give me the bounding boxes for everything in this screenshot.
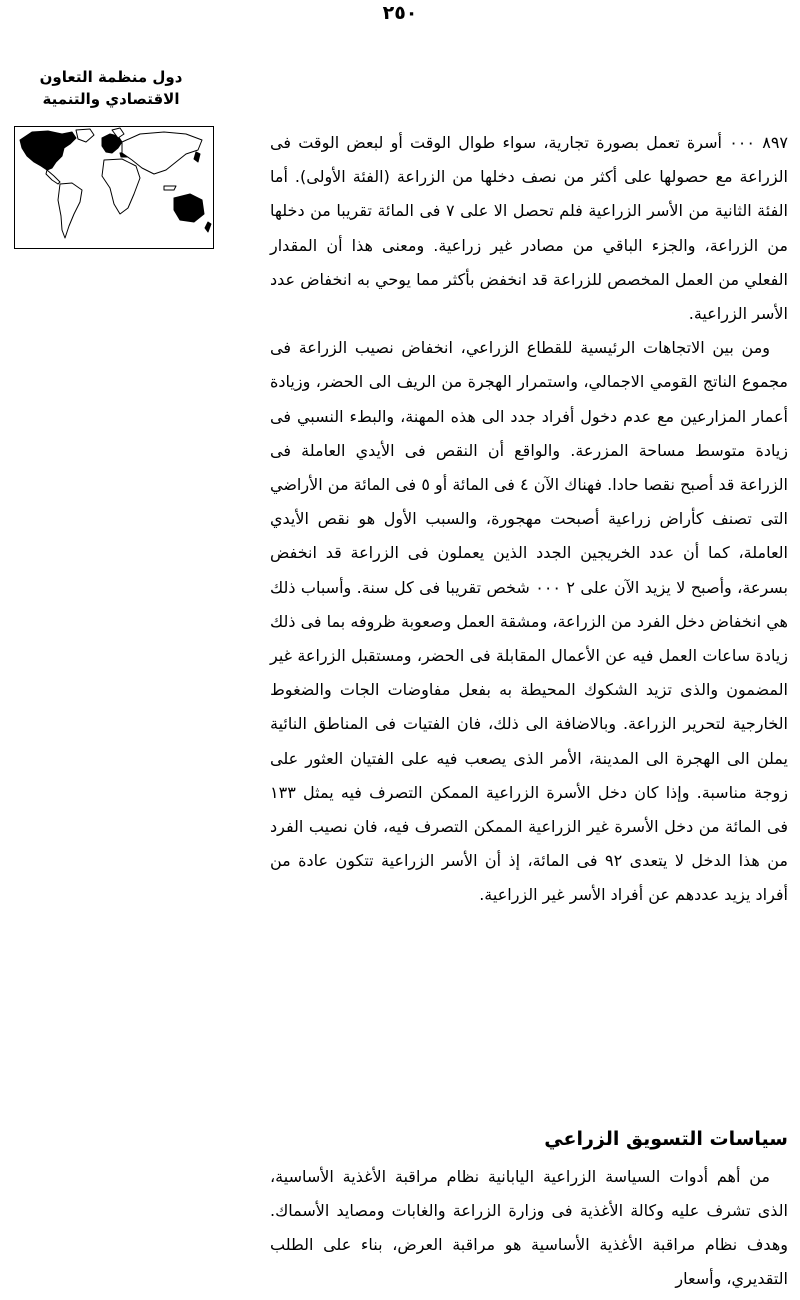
paragraph-1: ٨٩٧ ٠٠٠ أسرة تعمل بصورة تجارية، سواء طوال الوقت أو لبعض الوقت فى الزراعة مع حصولها على أكثر من نصف دخلها من الزراعة (الفئة الأولى). أما الفئة الثانية من الأسر الزراعية فلم تحصل الا على ٧ فى المائة تقريبا من دخلها من الزراعة، والجزء الباقي من مصادر غير زراعية. ومعنى هذا أن المقدار الفعلي من العمل المخصص للزراعة قد انخفض بأكثر مما يوحي به انخفاض عدد الأسر الزراعية. — [270, 133, 789, 324]
page-number: ٢٥٠ — [382, 2, 418, 24]
indonesia-shape — [164, 186, 176, 190]
section-body — [270, 1160, 788, 1296]
sidebar-caption: دول منظمة التعاون الاقتصادي والتنمية — [39, 68, 183, 108]
paragraph-2: ومن بين الاتجاهات الرئيسية للقطاع الزراعي، انخفاض نصيب الزراعة فى مجموع الناتج القومي الاجمالي، واستمرار الهجرة من الريف الى الحضر، وزيادة أعمار المزارعين مع عدم دخول أفراد جدد الى هذه المهنة، والبطء النسبي فى زيادة متوسط مساحة المزرعة. والواقع أن النقص فى الأيدي العاملة فى الزراعة قد أصبح نقصا حادا. فهناك الآن ٤ فى المائة أو ٥ فى المائة من الأراضي التى تصنف كأراض زراعية أصبحت مهجورة، والسبب الأول هو نقص الأيدي العاملة، كما أن عدد الخريجين الجدد الذين يعملون فى الزراعة قد انخفض بسرعة، وأصبح لا يزيد الآن على ٢ ٠٠٠ شخص تقريبا فى كل سنة. وأسباب ذلك هي انخفاض دخل الفرد من الزراعة، ومشقة العمل وصعوبة ظروفه بما فى ذلك زيادة ساعات العمل فيه عن الأعمال المقابلة فى الحضر، ومستقبل الزراعة غير المضمون والذى تزيد الشكوك المحيطة به بفعل مفاوضات الجات والضغوط الخارجية لتحرير الزراعة. وبالاضافة الى ذلك، فان الفتيات فى المناطق النائية يملن الى الهجرة الى المدينة، الأمر الذى يصعب فيه على الفتيان العثور على زوجة مناسبة. وإذا كان دخل الأسرة الزراعية الممكن التصرف فيه يمثل ١٣٣ فى المائة من دخل الأسرة غير الزراعية الممكن التصرف فيه، فان نصيب الفرد من هذا الدخل لا يتعدى ٩٢ فى المائة، إذ أن الأسر الزراعية تتكون عادة من أفراد يزيد عددهم عن أفراد الأسر غير الزراعية. — [270, 338, 789, 905]
australia-shape — [174, 194, 204, 222]
world-map-icon — [14, 126, 214, 249]
section-paragraph: من أهم أدوات السياسة الزراعية اليابانية نظام مراقبة الأغذية الأساسية، الذى تشرف عليه وكالة الأغذية فى وزارة الزراعة والغابات ومصايد الأسماك. وهدف نظام مراقبة الأغذية الأساسية هو مراقبة العرض، بناء على الطلب التقديري، وأسعار — [270, 1167, 788, 1288]
section-heading: سياسات التسويق الزراعي — [544, 1128, 788, 1150]
main-text-column — [270, 126, 788, 913]
